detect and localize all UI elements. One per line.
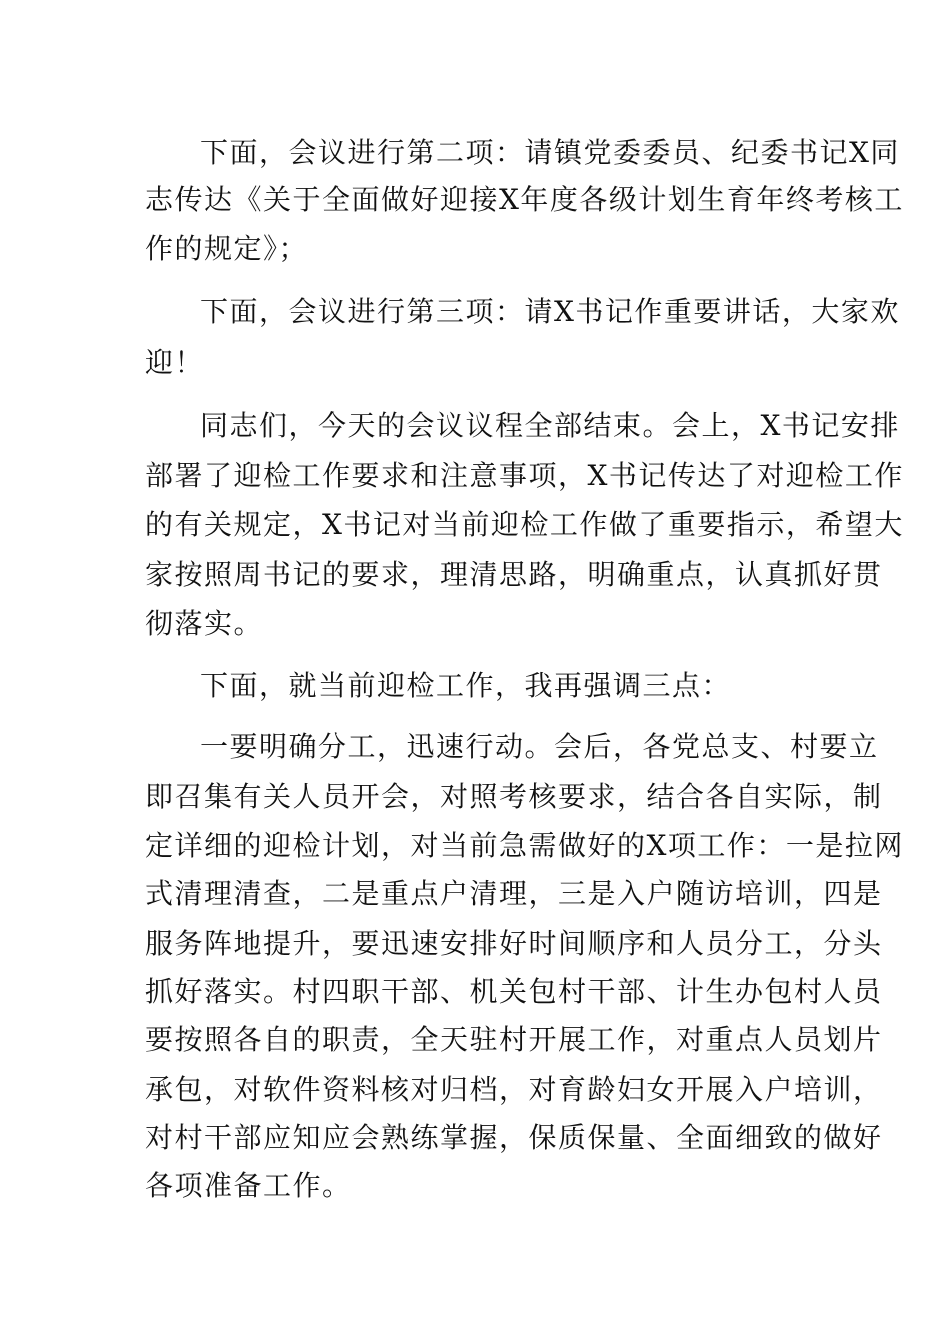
paragraph-5-line-9: 对村干部应知应会熟练掌握，保质保量、全面细致的做好: [145, 1121, 883, 1154]
paragraph-5-line-6: 抓好落实。村四职干部、机关包村干部、计生办包村人员: [145, 975, 883, 1008]
paragraph-5-line-1: 一要明确分工，迅速行动。会后，各党总支、村要立: [200, 730, 879, 763]
paragraph-2-line-2: 迎！: [145, 346, 205, 379]
paragraph-1-line-2: 志传达《关于全面做好迎接X年度各级计划生育年终考核工: [145, 183, 904, 216]
paragraph-3-line-1: 同志们，今天的会议议程全部结束。会上，X书记安排: [200, 409, 900, 442]
paragraph-5-line-10: 各项准备工作。: [145, 1169, 352, 1202]
paragraph-1-line-3: 作的规定》；: [145, 232, 309, 265]
paragraph-5-line-7: 要按照各自的职责，全天驻村开展工作，对重点人员划片: [145, 1023, 883, 1056]
paragraph-5-line-4: 式清理清查，二是重点户清理，三是入户随访培训，四是: [145, 877, 883, 910]
paragraph-5-line-3: 定详细的迎检计划，对当前急需做好的X项工作：一是拉网: [145, 829, 904, 862]
paragraph-5-line-8: 承包，对软件资料核对归档，对育龄妇女开展入户培训，: [145, 1073, 883, 1106]
paragraph-3-line-4: 家按照周书记的要求，理清思路，明确重点，认真抓好贯: [145, 558, 883, 591]
paragraph-3-line-3: 的有关规定，X书记对当前迎检工作做了重要指示，希望大: [145, 508, 904, 541]
paragraph-4-line-1: 下面，就当前迎检工作，我再强调三点：: [200, 669, 732, 702]
paragraph-1-line-1: 下面，会议进行第二项：请镇党委委员、纪委书记X同: [200, 136, 900, 169]
paragraph-3-line-5: 彻落实。: [145, 607, 264, 640]
paragraph-5-line-2: 即召集有关人员开会，对照考核要求，结合各自实际，制: [145, 780, 883, 813]
paragraph-5-line-5: 服务阵地提升，要迅速安排好时间顺序和人员分工，分头: [145, 927, 883, 960]
paragraph-3-line-2: 部署了迎检工作要求和注意事项，X书记传达了对迎检工作: [145, 459, 904, 492]
paragraph-2-line-1: 下面，会议进行第三项：请X书记作重要讲话，大家欢: [200, 295, 900, 328]
